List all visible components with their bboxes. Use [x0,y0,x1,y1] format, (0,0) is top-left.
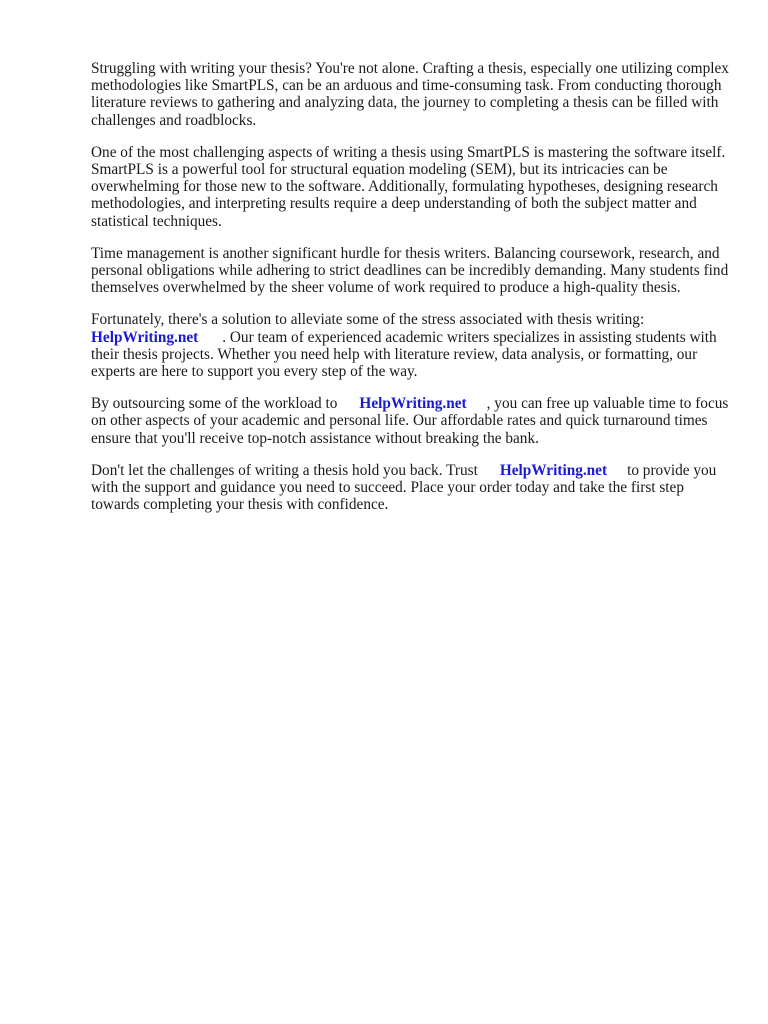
paragraph-outsourcing-lead: By outsourcing some of the workload to [91,395,338,413]
paragraph-closing-rest: to provide you with the support and guidance you need to succeed. Place your order today and take the first step towards completing your thesis with confidence. [91,461,717,514]
paragraph-smartpls-challenges: One of the most challenging aspects of writing a thesis using SmartPLS is mastering the software itself. SmartPLS is a powerful tool for structural equation modeling (SEM), but its intricacies can be overwhelming for those new to the software. Additionally, formulating hypotheses, designing research methodologies, and interpreting results require a deep understanding of both the subject matter and statistical techniques. [91,143,726,230]
paragraph-time-management: Time management is another significant hurdle for thesis writers. Balancing coursework, research, and personal obligations while adhering to strict deadlines can be incredibly demanding. Many students find themselves overwhelmed by the sheer volume of work required to produce a high-quality thesis. [91,244,729,297]
paragraph-solution-rest: . Our team of experienced academic writers specializes in assisting students with their thesis projects. Whether you need help with literature review, data analysis, or formatting, our experts are here to support you every step of the way. [91,328,717,381]
paragraph-solution-lead: Fortunately, there's a solution to alleviate some of the stress associated with thesis writing: [91,311,645,329]
paragraph-closing [91,462,731,514]
paragraph-outsourcing-rest: , you can free up valuable time to focus on other aspects of your academic and personal life. Our affordable rates and quick turnaround times ensure that you'll receive top-notch assistance without breaking the bank. [91,395,729,447]
helpwriting-link-3[interactable]: HelpWriting.net [499,461,608,479]
paragraph-outsourcing [91,395,731,447]
paragraph-solution [91,311,731,380]
helpwriting-link-2[interactable]: HelpWriting.net [359,395,467,413]
document-body [91,60,731,528]
paragraph-closing-lead: Don't let the challenges of writing a thesis hold you back. Trust [91,461,478,479]
helpwriting-link-1[interactable]: HelpWriting.net [91,328,199,346]
paragraph-intro: Struggling with writing your thesis? You're not alone. Crafting a thesis, especially one utilizing complex methodologies like SmartPLS, can be an arduous and time-consuming task. From conducting thorough literature reviews to gathering and analyzing data, the journey to completing a thesis can be filled with challenges and roadblocks. [91,60,729,129]
